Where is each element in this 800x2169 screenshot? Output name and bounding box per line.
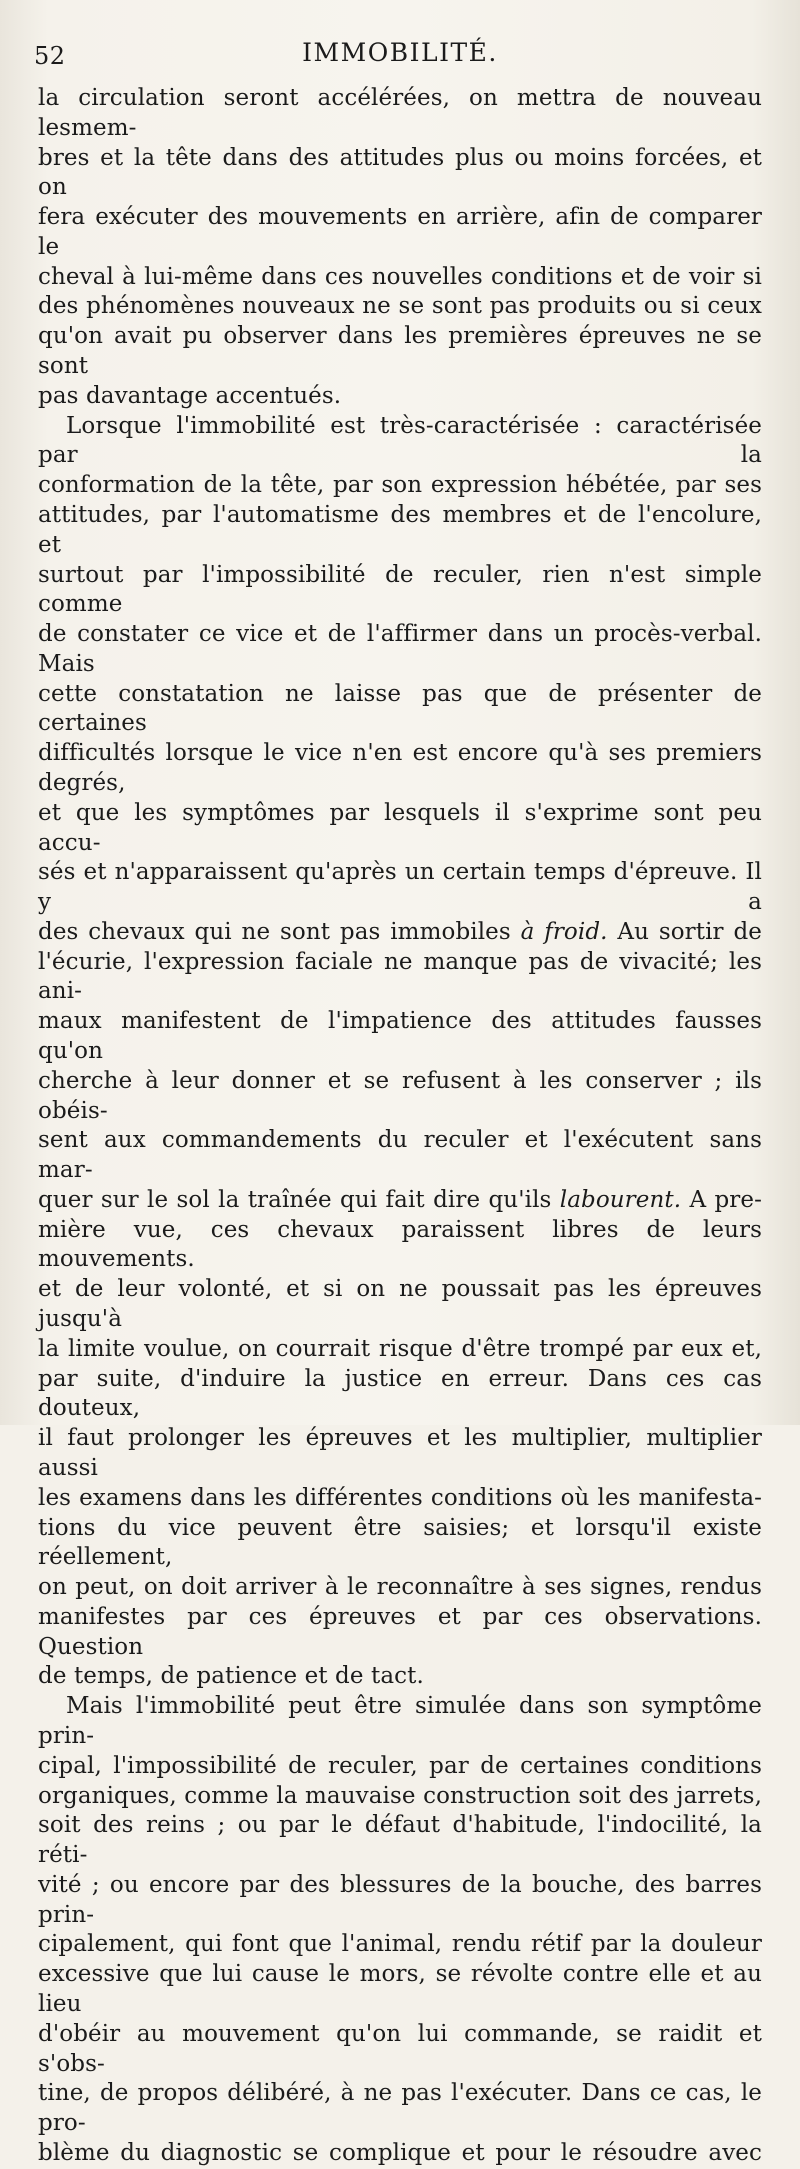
text-line: et que les symptômes par lesquels il s'exprime sont peu accu- <box>38 799 762 856</box>
text-line: soit des reins ; ou par le défaut d'habitude, l'indocilité, la réti- <box>38 1812 762 1869</box>
text-line: des phénomènes nouveaux ne se sont pas produits ou si ceux <box>38 293 762 320</box>
text-line: pas davantage accentués. <box>38 382 342 409</box>
body-text <box>38 84 762 2169</box>
text-line: mière vue, ces chevaux paraissent libres de leurs mouvements. <box>38 1216 762 1273</box>
text-line: excessive que lui cause le mors, se révolte contre elle et au lieu <box>38 1961 762 2017</box>
text-line: cheval à lui-même dans ces nouvelles conditions et de voir si <box>38 263 762 290</box>
text-line: d'obéir au mouvement qu'on lui commande, se raidit et s'obs- <box>38 2020 762 2077</box>
text-line: cipal, l'impossibilité de reculer, par de certaines conditions <box>38 1752 762 1779</box>
text-line: bres et la tête dans des attitudes plus ou moins forcées, et on <box>38 144 762 201</box>
text-line: les examens dans les différentes conditions où les manifesta- <box>38 1484 762 1511</box>
text-line: des chevaux qui ne sont pas immobiles à froid. Au sortir de <box>38 918 762 945</box>
text-line: de temps, de patience et de tact. <box>38 1663 424 1690</box>
text-line: de constater ce vice et de l'affirmer dans un procès-verbal. Mais <box>38 621 762 677</box>
text-line: maux manifestent de l'impatience des attitudes fausses qu'on <box>38 1008 762 1064</box>
text-line: la circulation seront accélérées, on mettra de nouveau lesmem- <box>38 85 762 141</box>
text-line: quer sur le sol la traînée qui fait dire qu'ils labourent. A pre- <box>38 1186 762 1213</box>
text-line: organiques, comme la mauvaise construction soit des jarrets, <box>38 1782 762 1809</box>
text-line: il faut prolonger les épreuves et les multiplier, multiplier aussi <box>38 1425 762 1481</box>
text-line: manifestes par ces épreuves et par ces observations. Question <box>38 1603 762 1660</box>
page-header <box>34 36 766 72</box>
text-line: et de leur volonté, et si on ne poussait pas les épreuves jusqu'à <box>38 1276 762 1333</box>
text-line: tine, de propos délibéré, à ne pas l'exécuter. Dans ce cas, le pro- <box>38 2080 762 2137</box>
text-line: l'écurie, l'expression faciale ne manque pas de vivacité; les ani- <box>38 948 762 1005</box>
text-line: cherche à leur donner et se refusent à les conserver ; ils obéis- <box>38 1067 762 1124</box>
text-line: conformation de la tête, par son expression hébétée, par ses <box>38 472 762 499</box>
text-line: attitudes, par l'automatisme des membres et de l'encolure, et <box>38 501 762 558</box>
text-line: la limite voulue, on courrait risque d'être trompé par eux et, <box>38 1335 762 1362</box>
text-line: surtout par l'impossibilité de reculer, rien n'est simple comme <box>38 561 762 618</box>
page-number: 52 <box>34 42 66 70</box>
text-line: difficultés lorsque le vice n'en est encore qu'à ses premiers degrés, <box>38 740 762 796</box>
text-line: qu'on avait pu observer dans les premières épreuves ne se sont <box>38 323 762 380</box>
text-line: sés et n'apparaissent qu'après un certain temps d'épreuve. Il y a <box>38 859 762 916</box>
text-line: sent aux commandements du reculer et l'exécutent sans mar- <box>38 1127 762 1184</box>
text-line: fera exécuter des mouvements en arrière, afin de comparer le <box>38 204 762 260</box>
text-line: tions du vice peuvent être saisies; et lorsqu'il existe réellement, <box>38 1514 762 1571</box>
text-line: cette constatation ne laisse pas que de présenter de certaines <box>38 680 762 737</box>
text-line: on peut, on doit arriver à le reconnaître à ses signes, rendus <box>38 1574 762 1601</box>
text-line: cipalement, qui font que l'animal, rendu rétif par la douleur <box>38 1931 762 1958</box>
text-line: par suite, d'induire la justice en erreur. Dans ces cas douteux, <box>38 1365 762 1422</box>
text-line: Mais l'immobilité peut être simulée dans son symptôme prin- <box>38 1693 762 1749</box>
text-line: Lorsque l'immobilité est très-caractérisée : caractérisée par la <box>38 412 762 469</box>
text-line: vité ; ou encore par des blessures de la bouche, des barres prin- <box>38 1871 762 1928</box>
text-line: blème du diagnostic se complique et pour le résoudre avec <box>38 2139 762 2166</box>
running-head: IMMOBILITÉ. <box>302 38 498 67</box>
